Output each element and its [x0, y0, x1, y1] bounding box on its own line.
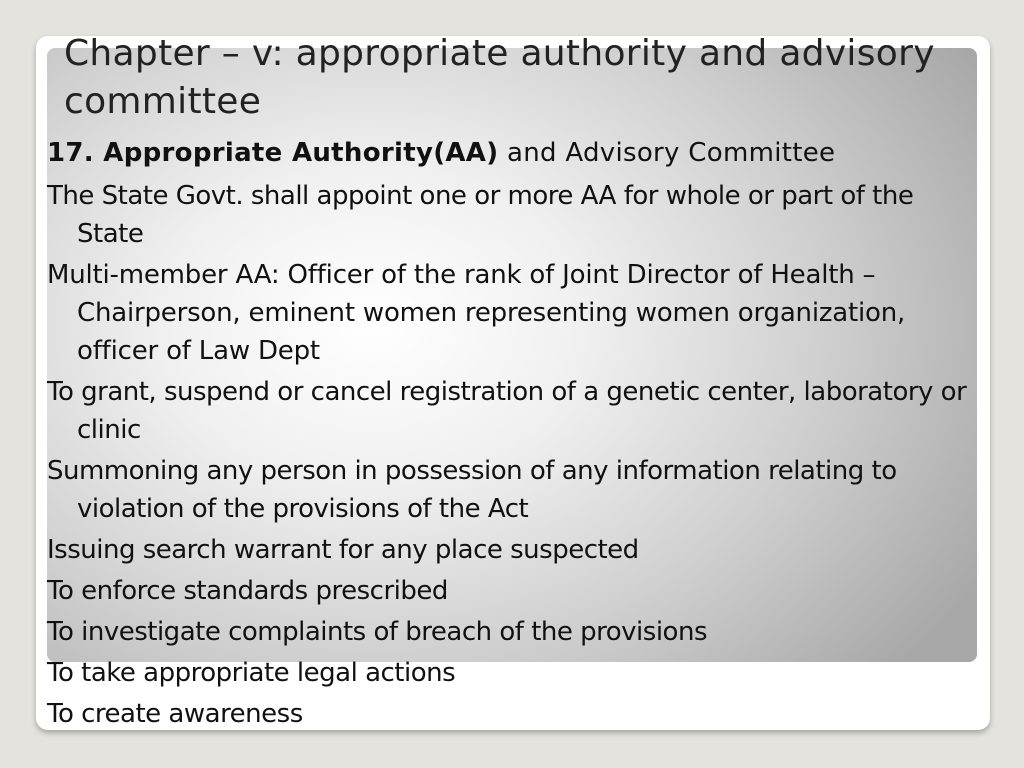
list-item: To create awareness [47, 699, 303, 729]
list-item: To enforce standards prescribed [47, 576, 448, 606]
list-item: The State Govt. shall appoint one or more AA for whole or part of the State [47, 181, 914, 249]
section-heading-bold: 17. Appropriate Authority(AA) [47, 138, 499, 168]
list-item: Summoning any person in possession of any information relating to violation of the provisions of the Act [47, 456, 897, 524]
list-item: To take appropriate legal actions [47, 658, 456, 688]
list-item: To investigate complaints of breach of the provisions [47, 617, 707, 647]
section-heading-rest: and Advisory Committee [498, 138, 836, 168]
list-item: To grant, suspend or cancel registration of a genetic center, laboratory or clinic [47, 377, 967, 445]
slide-body [47, 134, 982, 736]
list-item: Multi-member AA: Officer of the rank of Joint Director of Health – Chairperson, eminent women representing women organization, officer of Law Dept [47, 260, 906, 366]
slide-title: Chapter – v: appropriate authority and advisory committee [64, 33, 935, 122]
section-heading [47, 134, 982, 172]
list-item: Issuing search warrant for any place suspected [47, 535, 639, 565]
